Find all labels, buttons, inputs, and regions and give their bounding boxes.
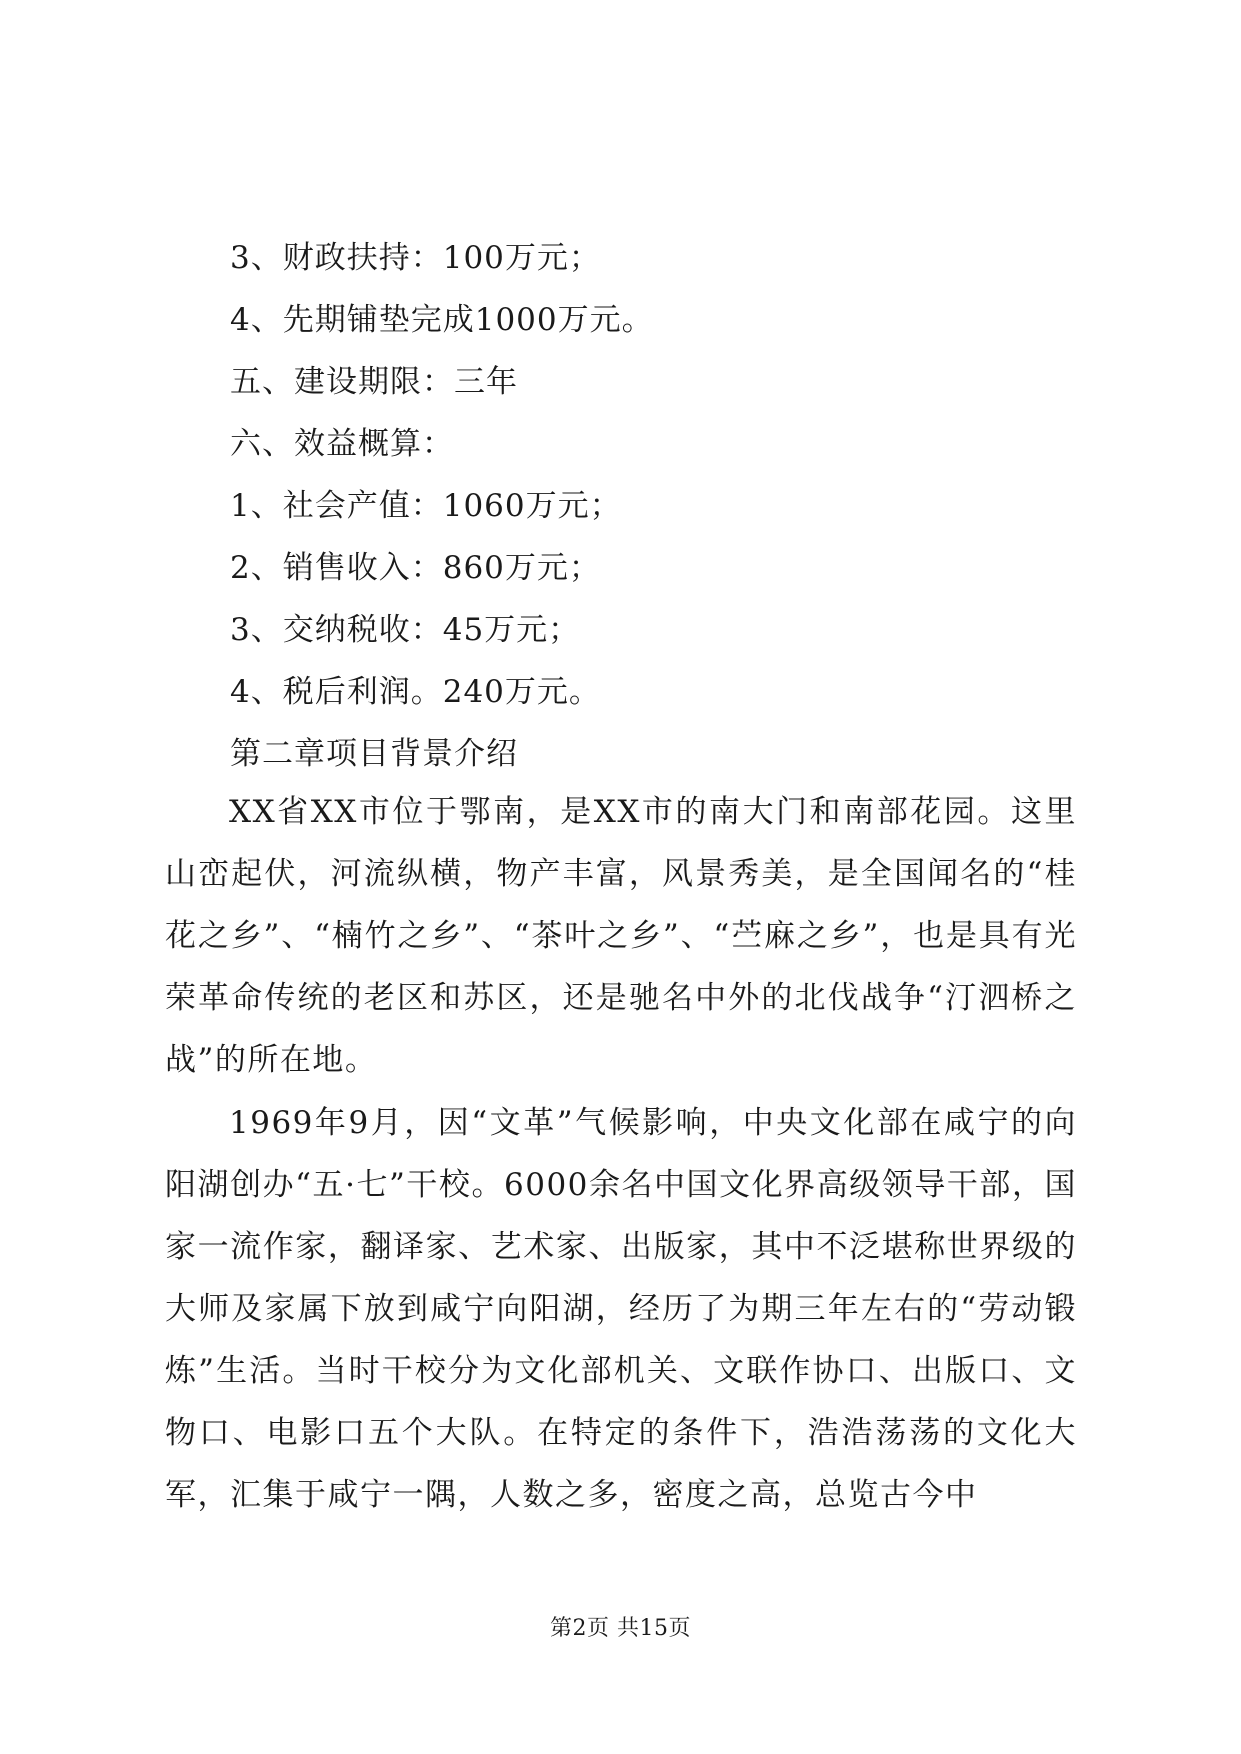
item-line: 3、交纳税收：45万元； [230,612,581,648]
item-line: 3、财政扶持：100万元； [230,240,601,276]
section-heading: 六、效益概算： [230,426,454,462]
section-heading: 五、建设期限：三年 [230,364,518,400]
body-paragraph: XX省XX市位于鄂南，是XX市的南大门和南部花园。这里山峦起伏，河流纵横，物产丰富，风景秀美，是全国闻名的“桂花之乡”、“楠竹之乡”、“茶叶之乡”、“苎麻之乡”，也是具有光荣革命传统的老区和苏区，还是驰名中外的北伐战争“汀泗桥之战”的所在地。 [165,794,1077,1078]
chapter-title: 第二章项目背景介绍 [230,736,518,772]
item-line: 1、社会产值：1060万元； [230,488,622,524]
item-line: 2、销售收入：860万元； [230,550,601,586]
page-number-footer: 第2页 共15页 [550,1616,691,1641]
item-line: 4、先期铺垫完成1000万元。 [230,302,654,338]
body-paragraph: 1969年9月，因“文革”气候影响，中央文化部在咸宁的向阳湖创办“五·七”干校。6000余名中国文化界高级领导干部，国家一流作家，翻译家、艺术家、出版家，其中不泛堪称世界级的大师及家属下放到咸宁向阳湖，经历了为期三年左右的“劳动锻炼”生活。当时干校分为文化部机关、文联作协口、出版口、文物口、电影口五个大队。在特定的条件下，浩浩荡荡的文化大军，汇集于咸宁一隅，人数之多，密度之高，总览古今中 [165,1105,1077,1513]
item-line: 4、税后利润。240万元。 [230,674,601,710]
